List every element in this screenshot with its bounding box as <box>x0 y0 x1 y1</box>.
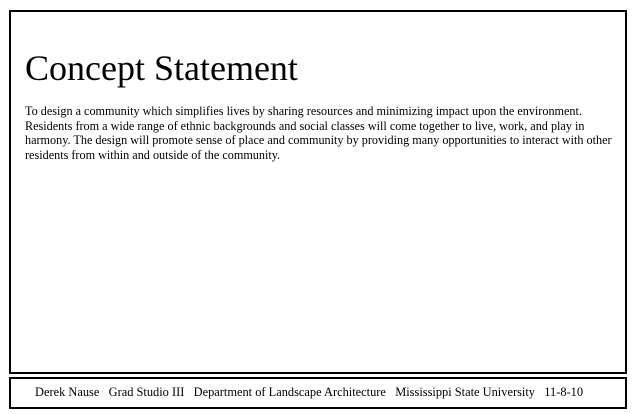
slide-title: Concept Statement <box>25 48 298 88</box>
footer-bar <box>9 377 627 409</box>
slide-frame <box>9 10 627 374</box>
concept-statement-body: To design a community which simplifies lives by sharing resources and minimizing impact upon the environment. Residents from a wide range of ethnic backgrounds and social classes will come together to live, work, and play in harmony. The design will promote sense of place and community by providing many opportunities to interact with other residents from within and outside of the community. <box>25 104 612 162</box>
footer-credits: Derek Nause Grad Studio III Department of Landscape Architecture Mississippi State University 11-8-10 <box>35 385 584 399</box>
